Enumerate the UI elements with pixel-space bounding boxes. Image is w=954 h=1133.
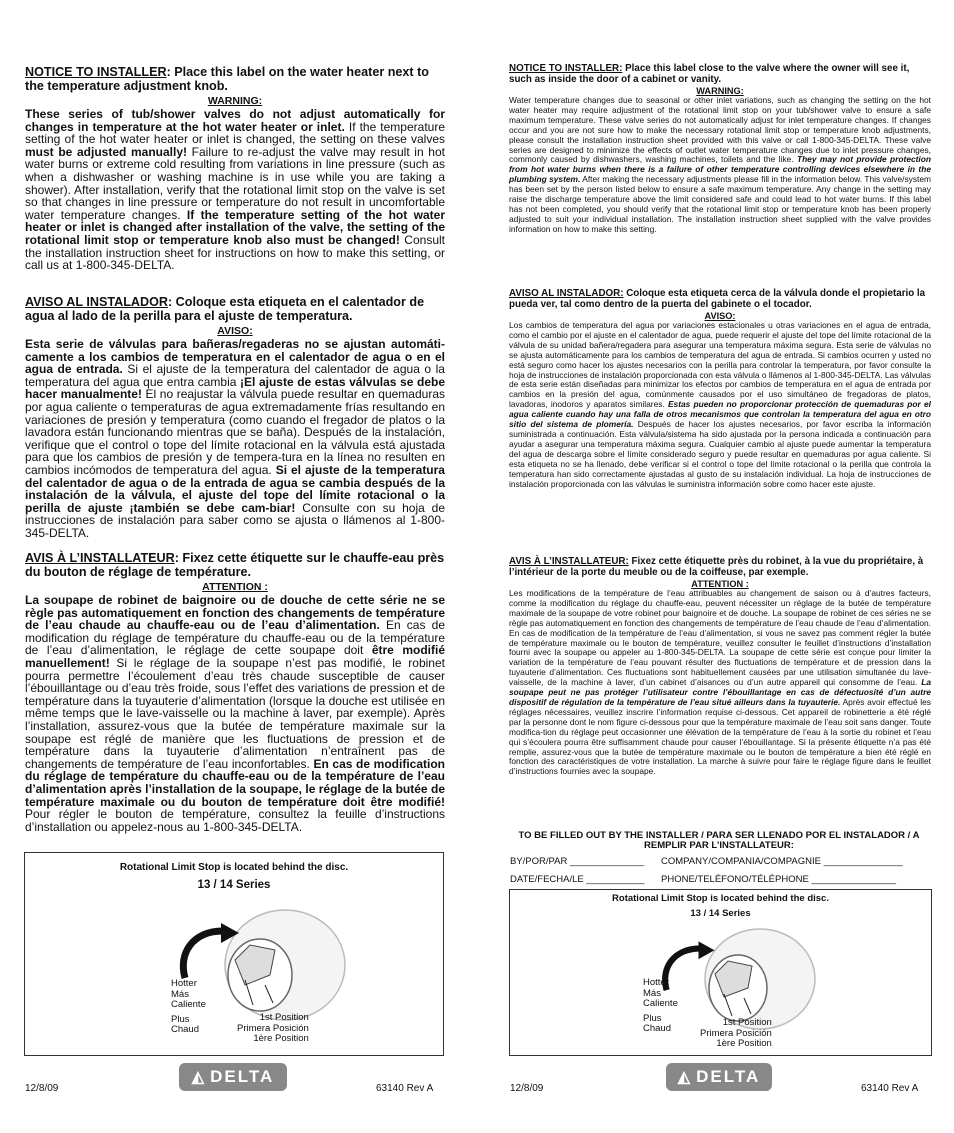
right-french-section [509,557,931,777]
right-delta-triangle-icon: ◭ [677,1069,693,1086]
left-fr-body: La soupape de robinet de baignoire ou de douche de cette série ne se règle pas automatiquement en fonction des changements de température de l’eau chaude au chauffe-eau ou de l’eau d’alimentation. En cas de modification du réglage de température du chauffe-eau ou de la température de l’eau d’alimentation, le réglage de cette soupape doit être modifié manuellement! Si le réglage de la soupape n’est pas modifié, le robinet pourra permettre l’écoulement d’eau très chaude susceptible de causer l’ébouillantage ou d’eau très froide, sous l’effet des variations de pression et de température dans la tuyauterie d’alimentation (lorsque la douche est utilisée en même temps que le lave-vaisselle ou la machine à laver, par exemple). Après l’installation, assurez-vous que la butée de température maximale sur la soupape est réglé de manière que les fluctuations de pression et de température dans la tuyauterie d’alimentation n’entraînent pas de changements de température de l’eau inconfortables. En cas de modification du réglage de température du chauffe-eau ou de la température de l’eau d’alimentation après l’installation de la soupape, le réglage de la butée de température maximale ou du bouton de température doit être modifié! Pour régler le bouton de température, consultez la feuille d’instructions d’installation ou appelez-nous au 1-800-345-DELTA. [25,593,446,834]
right-figure-caption: Rotational Limit Stop is located behind the disc. [612,893,829,904]
right-figure-series: 13 / 14 Series [690,908,751,919]
right-fr-warning-title: ATTENTION : [691,579,749,589]
right-english-section [509,64,931,235]
left-fr-heading: AVIS À L’INSTALLATEUR: Fixez cette étiquette sur le chauffe-eau près du bouton de réglage de température. [25,551,445,579]
fill-by-field[interactable]: BY/POR/PAR ______________ [510,856,644,867]
left-english-section [25,66,445,272]
left-delta-logo: ◭ DELTA [179,1063,287,1091]
right-spanish-section [509,289,931,489]
right-en-warning-title: WARNING: [696,86,744,96]
left-en-heading: NOTICE TO INSTALLER: Place this label on the water heater next to the temperature adjustment knob. [25,65,430,93]
left-figure-box [24,852,444,1056]
right-hotter-label: Hotter Más Caliente Plus Chaud [643,977,678,1034]
right-position-label: 1st Position Primera Posición 1ère Position [700,1017,772,1049]
fill-date-field[interactable]: DATE/FECHA/LE ___________ [510,874,645,885]
right-delta-logo: ◭ DELTA [666,1063,772,1091]
delta-triangle-icon: ◭ [191,1069,207,1086]
left-es-heading: AVISO AL INSTALADOR: Coloque esta etiqueta en el calentador de agua al lado de la perilla para el ajuste de temperatura. [25,295,425,323]
left-en-warning-title: WARNING: [207,95,263,107]
left-position-label: 1st Position Primera Posición 1ère Position [237,1012,309,1044]
left-spanish-section [25,296,445,540]
right-es-warning-title: AVISO: [704,311,736,321]
left-footer-part: 63140 Rev A [376,1083,434,1094]
left-footer-date: 12/8/09 [25,1083,59,1094]
right-fr-heading: AVIS À L’INSTALLATEUR: Fixez cette étiquette près du robinet, à la vue du propriétaire, à l’intérieur de la porte du meuble ou de la coiffeuse, par exemple. [509,556,924,578]
right-en-body: Water temperature changes due to seasonal or other inlet variations, such as changing the setting on the hot water heater may require adjustment of the rotational limit stop on your tub/shower valve to ensure a safe maximum temperature. These valve series do not automatically adjust for inlet temperature changes. If changes occur and you are not sure how to make the necessary rotational limit stop or temperature knob adjustments, please consult the installation instruction sheet provided with this valve or call 1-800-345-DELTA. These valve series are designed to minimize the effects of outlet water temperature changes due to inlet pressure changes, commonly caused by dishwashers, washing machines, toilets and the like. They may not provide protection from hot water burns when there is a failure of other temperature controlling devices elsewhere in the plumbing system. After making the necessary adjustments please fill in the information below. This valve/system has been set by the person listed below to ensure a safe maximum temperature. Any change in the setting may raise the discharge temperature above the limit considered safe and could lead to hot water burns. If this label has not been completed, you should verify that the rotational limit stop or temperature knob has been properly adjusted to suit your individual installation. The installation instruction sheet supplied with the valve provides information on how to make this setting. [509,95,931,234]
right-en-heading: NOTICE TO INSTALLER: Place this label close to the valve where the owner will see it, such as inside the door of a cabinet or vanity. [509,63,910,85]
left-es-body: Esta serie de válvulas para bañeras/regaderas no se ajustan automáti-camente a los cambios de temperatura en el calentador de agua o en el agua de entrada. Si el ajuste de la temperatura del calentador de agua o la temperatura del agua que entra cambia ¡El ajuste de estas válvulas se debe hacer manualmente! El no reajustar la válvula puede resultar en quemaduras por agua caliente o temperaturas de agua extremadamente frías resultando en variaciones de presión y temperatura (como cuando el fregador de platos o la lavadora están funcionando mientras que se baña). Después de la instalación, verifique que el control o tope del límite rotacional en la válvula está ajustada para que los cambios de presión y de tempera-tura en la línea no resulten en cambios incómodos de temperatura del agua. Si el ajuste de la temperatura del calentador de agua o de la entrada de agua se cambia después de la instalación de la válvula, el ajuste del tope del límite rotacional o la perilla de ajuste ¡también se debe cam-biar! Consulte con su hoja de instrucciones de instalación para saber como se ajusta o llámenos al 1-800-345-DELTA. [25,337,446,540]
fill-company-field[interactable]: COMPANY/COMPANIA/COMPAGNIE _______________ [661,856,903,867]
right-figure-box [509,889,932,1056]
right-es-heading: AVISO AL INSTALADOR: Coloque esta etiqueta cerca de la válvula donde el propietario la pueda ver, tal como dentro de la puerta del gabinete o el tocador. [509,288,926,310]
fill-in-title: TO BE FILLED OUT BY THE INSTALLER / PARA SER LLENADO POR EL INSTALADOR / A REMPLIR PAR L’INSTALLATEUR: [518,830,920,851]
right-fr-body: Les modifications de la température de l’eau attribuables au changement de saison ou à d’autres facteurs, comme la modification du réglage du chauffe-eau, peuvent nécessiter un réglage de la butée de température maximale de la soupape de votre robinet pour baignoire et de douche. La soupape de robinet de ces séries ne se règle pas automatiquement en fonction des changements de température de l’eau chaude de l’eau d’alimentation. En cas de modification de la température de l’eau d’alimentation, si vous ne savez pas comment régler la butée de température maximale ou le bouton de température, veuillez consulter le feuillet d’instructions d’installation fourni avec la soupape ou appeler au 1-800-345-DELTA. La soupape de cette série est conçue pour limiter la variation de la température de l’eau pouvant résulter des fluctuations de température et de pression dans la tuyauterie d’alimentation. Ces fluctuations sont habituellement causées par une utilisation simultanée du lave-vaisselle, de la machine à laver, d’un cabinet d’aisances ou d’un autre appareil qui consomme de l’eau. La soupape peut ne pas protéger l’utilisateur contre l’ébouillantage en cas de défectuosité d’un autre dispositif de régulation de la température de l’eau situé ailleurs dans la tuyauterie. Après avoir effectué les réglages nécessaires, veuillez inscrire l’information requise ci-dessous. Cet appareil de robinetterie a été réglé par la personne dont le nom figure ci-dessous pour que la température maximale de l’eau soit sans danger. Toute modifica-tion du réglage peut occasionner une élévation de la température de l’eau à la sortie du robinet et l’eau qui s’écoulera pourra être suffisamment chaude pour causer l’ébouillantage. Si la présente étiquette n’a pas été remplie, assurez-vous que la butée de température maximale ou le bouton de température a bien été réglé en fonction des caractéristiques de votre installation. La marche à suivre pour faire le réglage figure dans le feuillet d’instructions fournies avec la soupape. [509,588,931,777]
left-figure-caption: Rotational Limit Stop is located behind the disc. [119,862,349,873]
right-footer-date: 12/8/09 [510,1083,544,1094]
fill-phone-field[interactable]: PHONE/TELÉFONO/TÉLÉPHONE ________________ [661,874,896,885]
rotation-arrow-icon [173,923,243,983]
left-fr-warning-title: ATTENTION : [202,581,268,593]
right-footer-part: 63140 Rev A [861,1083,919,1094]
left-figure-series: 13 / 14 Series [197,879,271,891]
left-hotter-label: Hotter Más Caliente Plus Chaud [171,978,206,1035]
right-es-body: Los cambios de temperatura del agua por variaciones estacionales u otras variaciones en el agua de entrada, como el cambio por el ajuste en el calentador de agua, puede requerir el ajuste del tope del límite rotacional de la válvula de su unidad bañera/regadera para asegurar una temperatura máxima segura. Esta serie de válvulas no se ajusta automáticamente para los cambios de temperatura del agua de entrada. Si cambios ocurren y usted no está seguro como hacer los ajustes necesarios con la perilla para controlar la temperatura, por favor consulte la hoja de instrucciones de instalación proporcionada con esta válvula o llámenos al 1-800-345-DELTA. Las válvulas de esta serie están diseñadas para minimizar los efectos por cambios de temperatura en el agua de entrada por cambios en la presión del agua, comúnmente causados por el uso simultáneo de fregadoras de platos, lavadoras, inodoros y aparatos similares. Estas pueden no proporcionar protección de quemaduras por el agua caliente cuando hay una falla de otros mecanismos que controlan la temperatura del agua en otro sitio del sistema de plomería. Después de hacer los ajustes necesarios, por favor escriba la información suministrada a continuación. Esta válvula/sistema ha sido ajustada por la persona indicada a continuación para ayudar a asegurar una temperatura máxima segura. Cualquier cambio al ajuste puede aumentar la temperatura del agua de descarga sobre el límite considerado seguro y puede resultar en quemaduras por agua caliente. Si esta etiqueta no se ha llenado, debe verificar si el control o tope del límite rotacional o la perilla que controla la temperatura han sido correctamente ajustadas al gusto de su instalación individual. La hoja de instrucciones de instalación proporcionada con las válvulas le suministra información sobre como hacer este ajuste. [509,320,931,489]
left-french-section [25,552,445,833]
left-es-warning-title: AVISO: [217,325,253,337]
left-en-body: These series of tub/shower valves do not adjust automatically for changes in temperature at the hot water heater or inlet. If the temperature setting of the hot water heater or inlet is changed, the setting on these valves must be adjusted manually! Failure to re-adjust the valve may result in hot water burns or extreme cold resulting from variations in line pressure (such as when a dishwasher or washing machine is in use while you are taking a shower). After installation, verify that the rotational limit stop on the valve is set so that changes in line pressure or temperature do not result in uncomfortable water temperature changes. If the temperature setting of the hot water heater or inlet is changed after installation of the valve, the setting of the rotational limit stop or temperature knob also must be changed! Consult the installation instruction sheet for instructions on how to make this setting, or call us at 1-800-345-DELTA. [25,107,445,273]
